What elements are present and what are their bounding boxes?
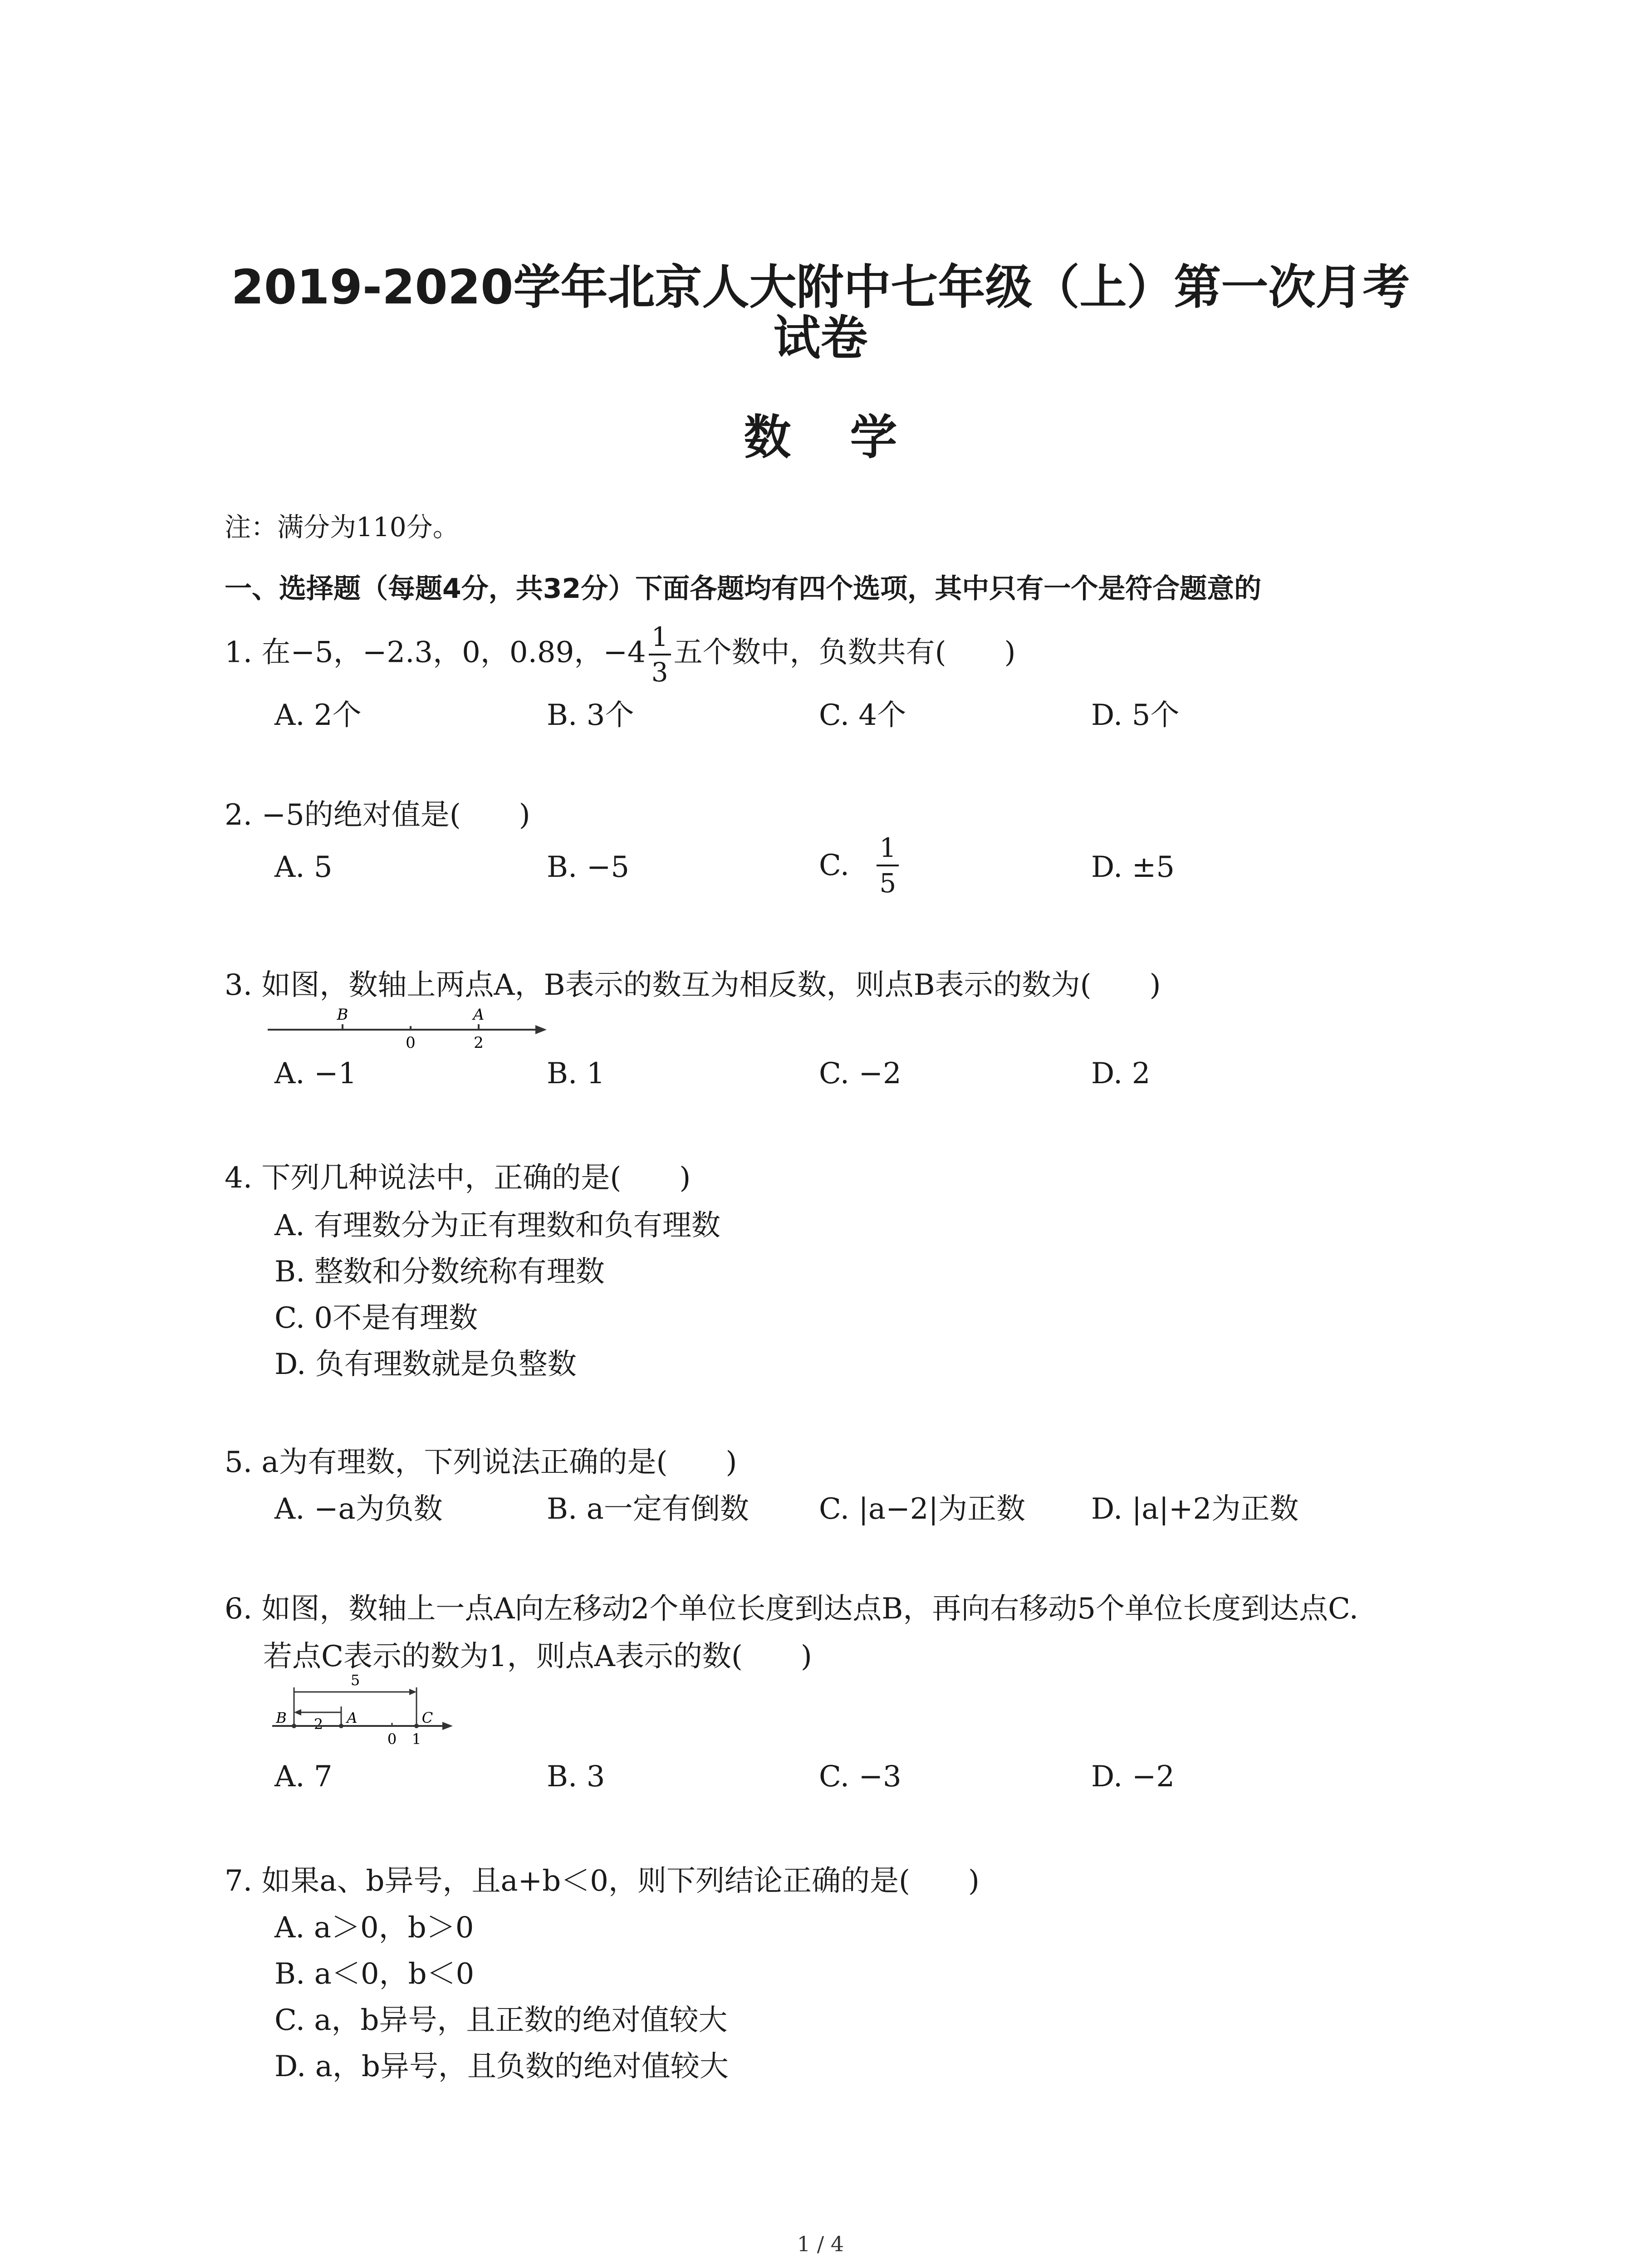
tick-label-0: 0 [406, 1034, 416, 1052]
q7-option-b: B. a＜0，b＜0 [274, 1957, 475, 1991]
question-6-stem-line2: 若点C表示的数为1，则点A表示的数( ) [263, 1640, 812, 1673]
arrow-right-icon [442, 1722, 453, 1730]
q7-option-c: C. a，b异号，且正数的绝对值较大 [274, 2004, 728, 2037]
exam-title-line1: 2019-2020学年北京人大附中七年级（上）第一次月考 [231, 259, 1410, 315]
question-1-stem-post: 五个数中，负数共有( ) [673, 635, 1016, 670]
arrow-right-icon [535, 1025, 547, 1034]
fraction-one-third [649, 621, 671, 688]
q6-option-c: C. −3 [819, 1760, 901, 1794]
q1-option-b: B. 3个 [547, 699, 634, 732]
q1-option-c: C. 4个 [819, 699, 906, 732]
point-b-label: B [337, 1006, 348, 1024]
subject-title: 数学 [744, 410, 956, 465]
q6-number-line-figure [263, 1669, 463, 1755]
span-5-label: 5 [350, 1672, 360, 1689]
q4-option-b: B. 整数和分数统称有理数 [274, 1255, 605, 1289]
question-7-stem: 7. 如果a、b异号，且a+b＜0，则下列结论正确的是( ) [225, 1864, 980, 1898]
q2-option-a: A. 5 [274, 850, 333, 884]
question-4-stem: 4. 下列几种说法中，正确的是( ) [225, 1161, 691, 1195]
point-a-label: A [473, 1006, 485, 1024]
q4-option-c: C. 0不是有理数 [274, 1301, 478, 1335]
point-a-label: A [347, 1709, 358, 1726]
fraction-one-fifth [877, 832, 899, 899]
tick-label-1: 1 [411, 1730, 421, 1748]
point-a-dot [339, 1724, 343, 1728]
fraction-numerator: 1 [877, 835, 899, 866]
point-c-label: C [421, 1709, 433, 1726]
q7-option-d: D. a，b异号，且负数的绝对值较大 [274, 2050, 729, 2083]
q2-option-c [819, 832, 901, 899]
question-3-stem: 3. 如图，数轴上两点A，B表示的数互为相反数，则点B表示的数为( ) [225, 968, 1161, 1002]
q5-option-d: D. |a|+2为正数 [1091, 1492, 1299, 1526]
page-number: 1 / 4 [797, 2232, 844, 2256]
q3-option-a: A. −1 [274, 1057, 357, 1090]
q2-option-d: D. ±5 [1091, 850, 1175, 884]
question-2-stem: 2. −5的绝对值是( ) [225, 798, 530, 832]
q5-option-a: A. −a为负数 [274, 1492, 443, 1526]
q3-option-c: C. −2 [819, 1057, 901, 1090]
exam-title-line2: 试卷 [773, 310, 868, 366]
question-5-stem: 5. a为有理数，下列说法正确的是( ) [225, 1446, 737, 1479]
question-1-stem [225, 621, 1016, 688]
q3-option-d: D. 2 [1091, 1057, 1151, 1090]
q6-option-a: A. 7 [274, 1760, 333, 1794]
arrow-right-icon [409, 1689, 416, 1695]
score-note: 注：满分为110分。 [225, 512, 459, 543]
q2-option-c-label: C. [819, 849, 850, 882]
q5-option-b: B. a一定有倒数 [547, 1492, 749, 1526]
q7-option-a: A. a＞0，b＞0 [274, 1911, 474, 1945]
q4-option-d: D. 负有理数就是负整数 [274, 1348, 577, 1381]
q3-number-line-figure [263, 1002, 554, 1057]
fraction-denominator: 5 [879, 868, 896, 899]
fraction-denominator: 3 [651, 657, 668, 688]
fraction-numerator: 1 [649, 624, 671, 655]
point-b-label: B [276, 1709, 287, 1726]
q1-option-d: D. 5个 [1091, 699, 1180, 732]
point-b-dot [292, 1724, 296, 1728]
q5-option-c: C. |a−2|为正数 [819, 1492, 1025, 1526]
section-heading-choice: 一、选择题（每题4分，共32分）下面各题均有四个选项，其中只有一个是符合题意的 [225, 573, 1262, 605]
tick-label-2: 2 [474, 1034, 484, 1052]
point-c-dot [414, 1724, 419, 1728]
question-6-stem-line1: 6. 如图，数轴上一点A向左移动2个单位长度到达点B，再向右移动5个单位长度到达点C. [225, 1592, 1359, 1626]
q1-option-a: A. 2个 [274, 699, 362, 732]
q2-option-b: B. −5 [547, 850, 630, 884]
tick-label-0: 0 [387, 1730, 397, 1748]
q4-option-a: A. 有理数分为正有理数和负有理数 [274, 1209, 720, 1242]
q6-option-b: B. 3 [547, 1760, 605, 1794]
q6-option-d: D. −2 [1091, 1760, 1175, 1794]
question-1-stem-pre: 1. 在−5，−2.3，0，0.89，−4 [225, 635, 646, 670]
span-2-label: 2 [314, 1716, 323, 1733]
q3-option-b: B. 1 [547, 1057, 605, 1090]
arrow-left-icon [294, 1709, 301, 1716]
